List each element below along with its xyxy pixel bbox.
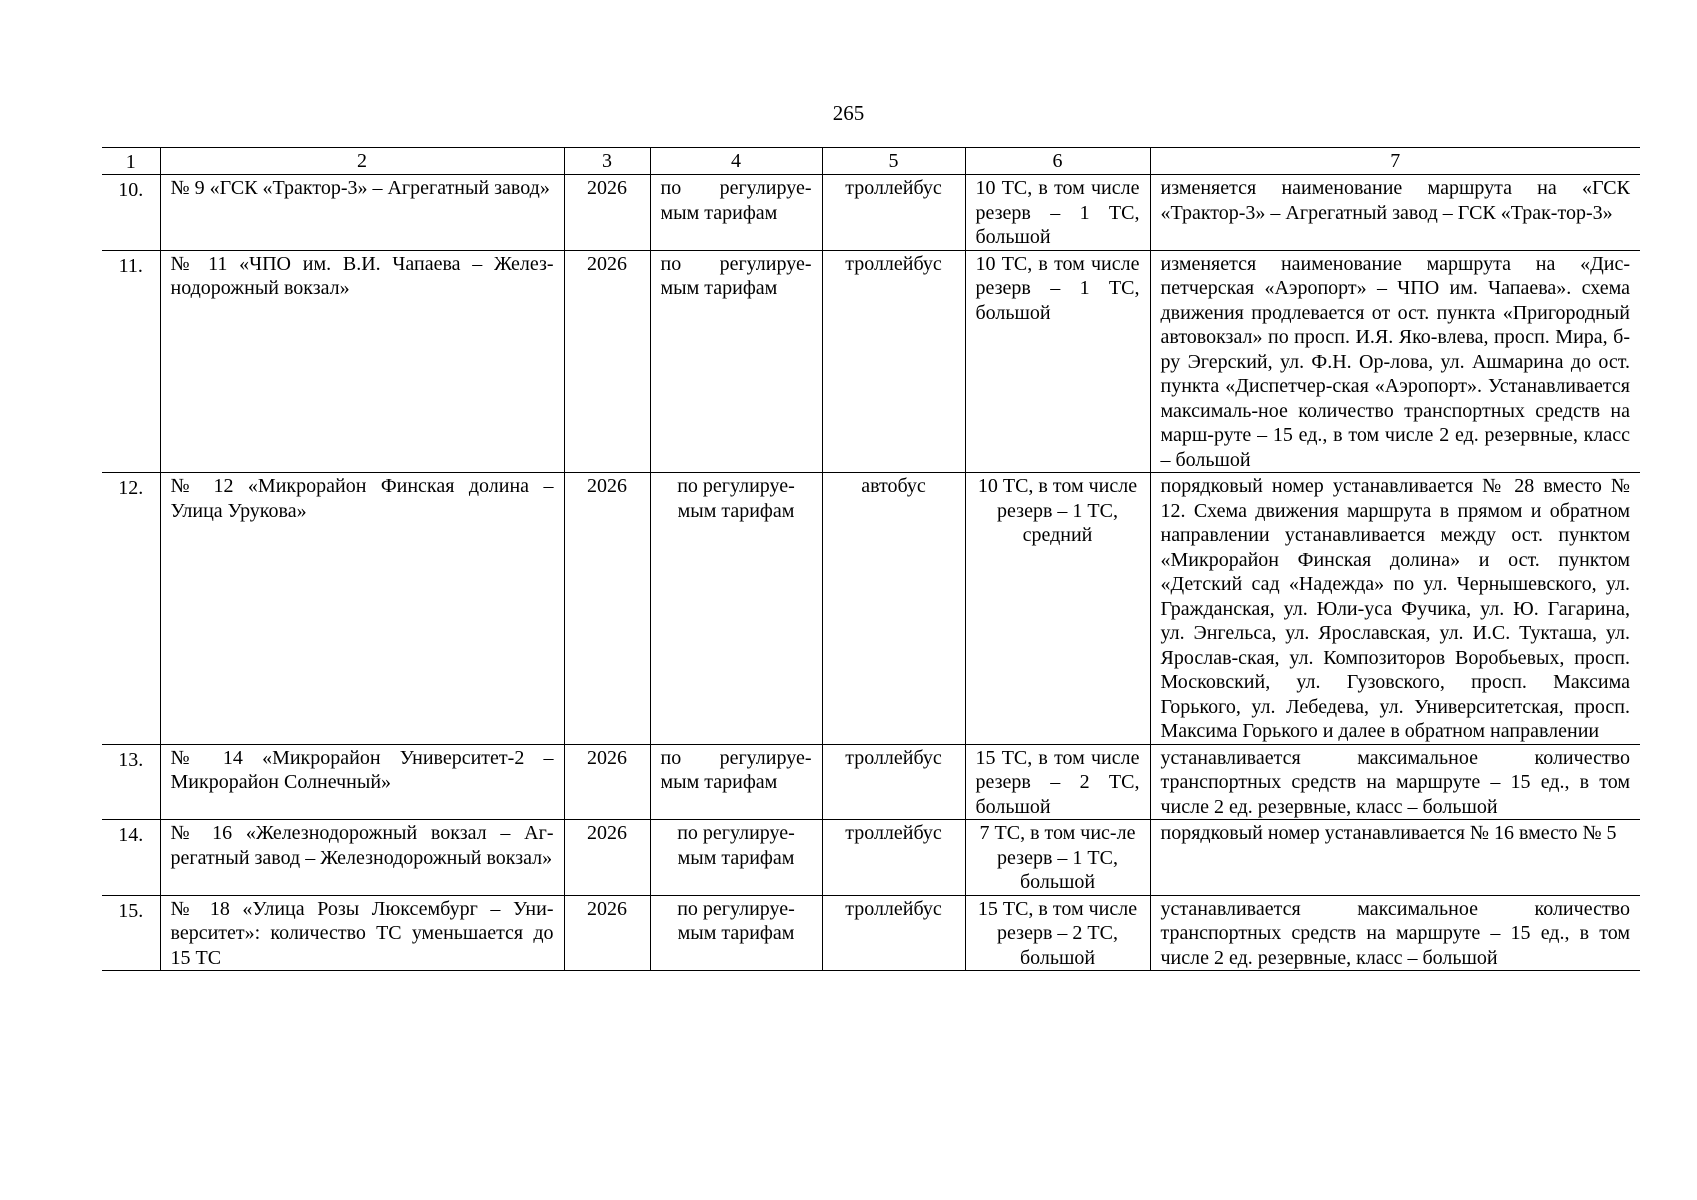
table-row [102, 175, 1640, 251]
year: 2026 [564, 175, 650, 251]
tariff-type: по регулируе-мым тарифам [650, 250, 822, 473]
row-number: 15. [102, 895, 160, 971]
table-header-row [102, 148, 1640, 175]
tariff-type: по регулируе-мым тарифам [650, 895, 822, 971]
vehicle-count: 15 ТС, в том числе резерв – 2 ТС, большой [965, 744, 1150, 820]
year: 2026 [564, 473, 650, 745]
vehicle-count: 7 ТС, в том чис-ле резерв – 1 ТС, большой [965, 820, 1150, 896]
route-name: № 9 «ГСК «Трактор-3» – Агрегатный завод» [160, 175, 564, 251]
tariff-type: по регулируе-мым тарифам [650, 744, 822, 820]
transport-type: автобус [822, 473, 965, 745]
route-changes: устанавливается максимальное количество транспортных средств на маршруте – 15 ед., в том числе 2 ед. резервные, класс – большой [1150, 744, 1640, 820]
row-number: 13. [102, 744, 160, 820]
row-number: 14. [102, 820, 160, 896]
column-header-3: 3 [564, 148, 650, 175]
transport-type: троллейбус [822, 744, 965, 820]
transport-type: троллейбус [822, 820, 965, 896]
row-number: 10. [102, 175, 160, 251]
routes-table [102, 147, 1640, 971]
route-name: № 12 «Микрорайон Финская долина – Улица Урукова» [160, 473, 564, 745]
vehicle-count: 10 ТС, в том числе резерв – 1 ТС, большой [965, 250, 1150, 473]
transport-type: троллейбус [822, 175, 965, 251]
row-number: 11. [102, 250, 160, 473]
route-name: № 18 «Улица Розы Люксембург – Уни-верситет»: количество ТС уменьшается до 15 ТС [160, 895, 564, 971]
tariff-type: по регулируе-мым тарифам [650, 175, 822, 251]
vehicle-count: 10 ТС, в том числе резерв – 1 ТС, большой [965, 175, 1150, 251]
vehicle-count: 10 ТС, в том числе резерв – 1 ТС, средний [965, 473, 1150, 745]
table-row [102, 895, 1640, 971]
column-header-4: 4 [650, 148, 822, 175]
page-number: 265 [832, 101, 865, 125]
route-changes: изменяется наименование маршрута на «Дис-петчерская «Аэропорт» – ЧПО им. Чапаева». схема движения продлевается от ост. пункта «Пригородный автовокзал» по просп. И.Я. Яко-влева, просп. Мира, б-ру Эгерский, ул. Ф.Н. Ор-лова, ул. Ашмарина до ост. пункта «Диспетчер-ская «Аэропорт». Устанавливается максималь-ное количество транспортных средств на марш-руте – 15 ед., в том числе 2 ед. резервные, класс – большой [1150, 250, 1640, 473]
column-header-2: 2 [160, 148, 564, 175]
table-row [102, 820, 1640, 896]
table-row [102, 744, 1640, 820]
route-name: № 11 «ЧПО им. В.И. Чапаева – Желез-нодорожный вокзал» [160, 250, 564, 473]
route-changes: порядковый номер устанавливается № 16 вместо № 5 [1150, 820, 1640, 896]
transport-type: троллейбус [822, 895, 965, 971]
transport-type: троллейбус [822, 250, 965, 473]
route-changes: устанавливается максимальное количество транспортных средств на маршруте – 15 ед., в том числе 2 ед. резервные, класс – большой [1150, 895, 1640, 971]
table-row [102, 250, 1640, 473]
column-header-7: 7 [1150, 148, 1640, 175]
route-name: № 14 «Микрорайон Университет-2 – Микрорайон Солнечный» [160, 744, 564, 820]
year: 2026 [564, 820, 650, 896]
column-header-1: 1 [102, 148, 160, 175]
year: 2026 [564, 744, 650, 820]
year: 2026 [564, 250, 650, 473]
tariff-type: по регулируе-мым тарифам [650, 473, 822, 745]
route-changes: порядковый номер устанавливается № 28 вместо № 12. Схема движения маршрута в прямом и обратном направлении устанавливается между ост. пунктом «Микрорайон Финская долина» и ост. пунктом «Детский сад «Надежда» по ул. Чернышевского, ул. Гражданская, ул. Юли-уса Фучика, ул. Ю. Гагарина, ул. Энгельса, ул. Ярославская, ул. И.С. Тукташа, ул. Ярослав-ская, ул. Композиторов Воробьевых, просп. Московский, ул. Гузовского, просп. Максима Горького, ул. Лебедева, ул. Университетская, просп. Максима Горького и далее в обратном направлении [1150, 473, 1640, 745]
tariff-type: по регулируе-мым тарифам [650, 820, 822, 896]
table-row [102, 473, 1640, 745]
vehicle-count: 15 ТС, в том числе резерв – 2 ТС, большой [965, 895, 1150, 971]
route-changes: изменяется наименование маршрута на «ГСК «Трактор-3» – Агрегатный завод – ГСК «Трак-тор-3» [1150, 175, 1640, 251]
route-name: № 16 «Железнодорожный вокзал – Аг-регатный завод – Железнодорожный вокзал» [160, 820, 564, 896]
row-number: 12. [102, 473, 160, 745]
column-header-5: 5 [822, 148, 965, 175]
column-header-6: 6 [965, 148, 1150, 175]
year: 2026 [564, 895, 650, 971]
